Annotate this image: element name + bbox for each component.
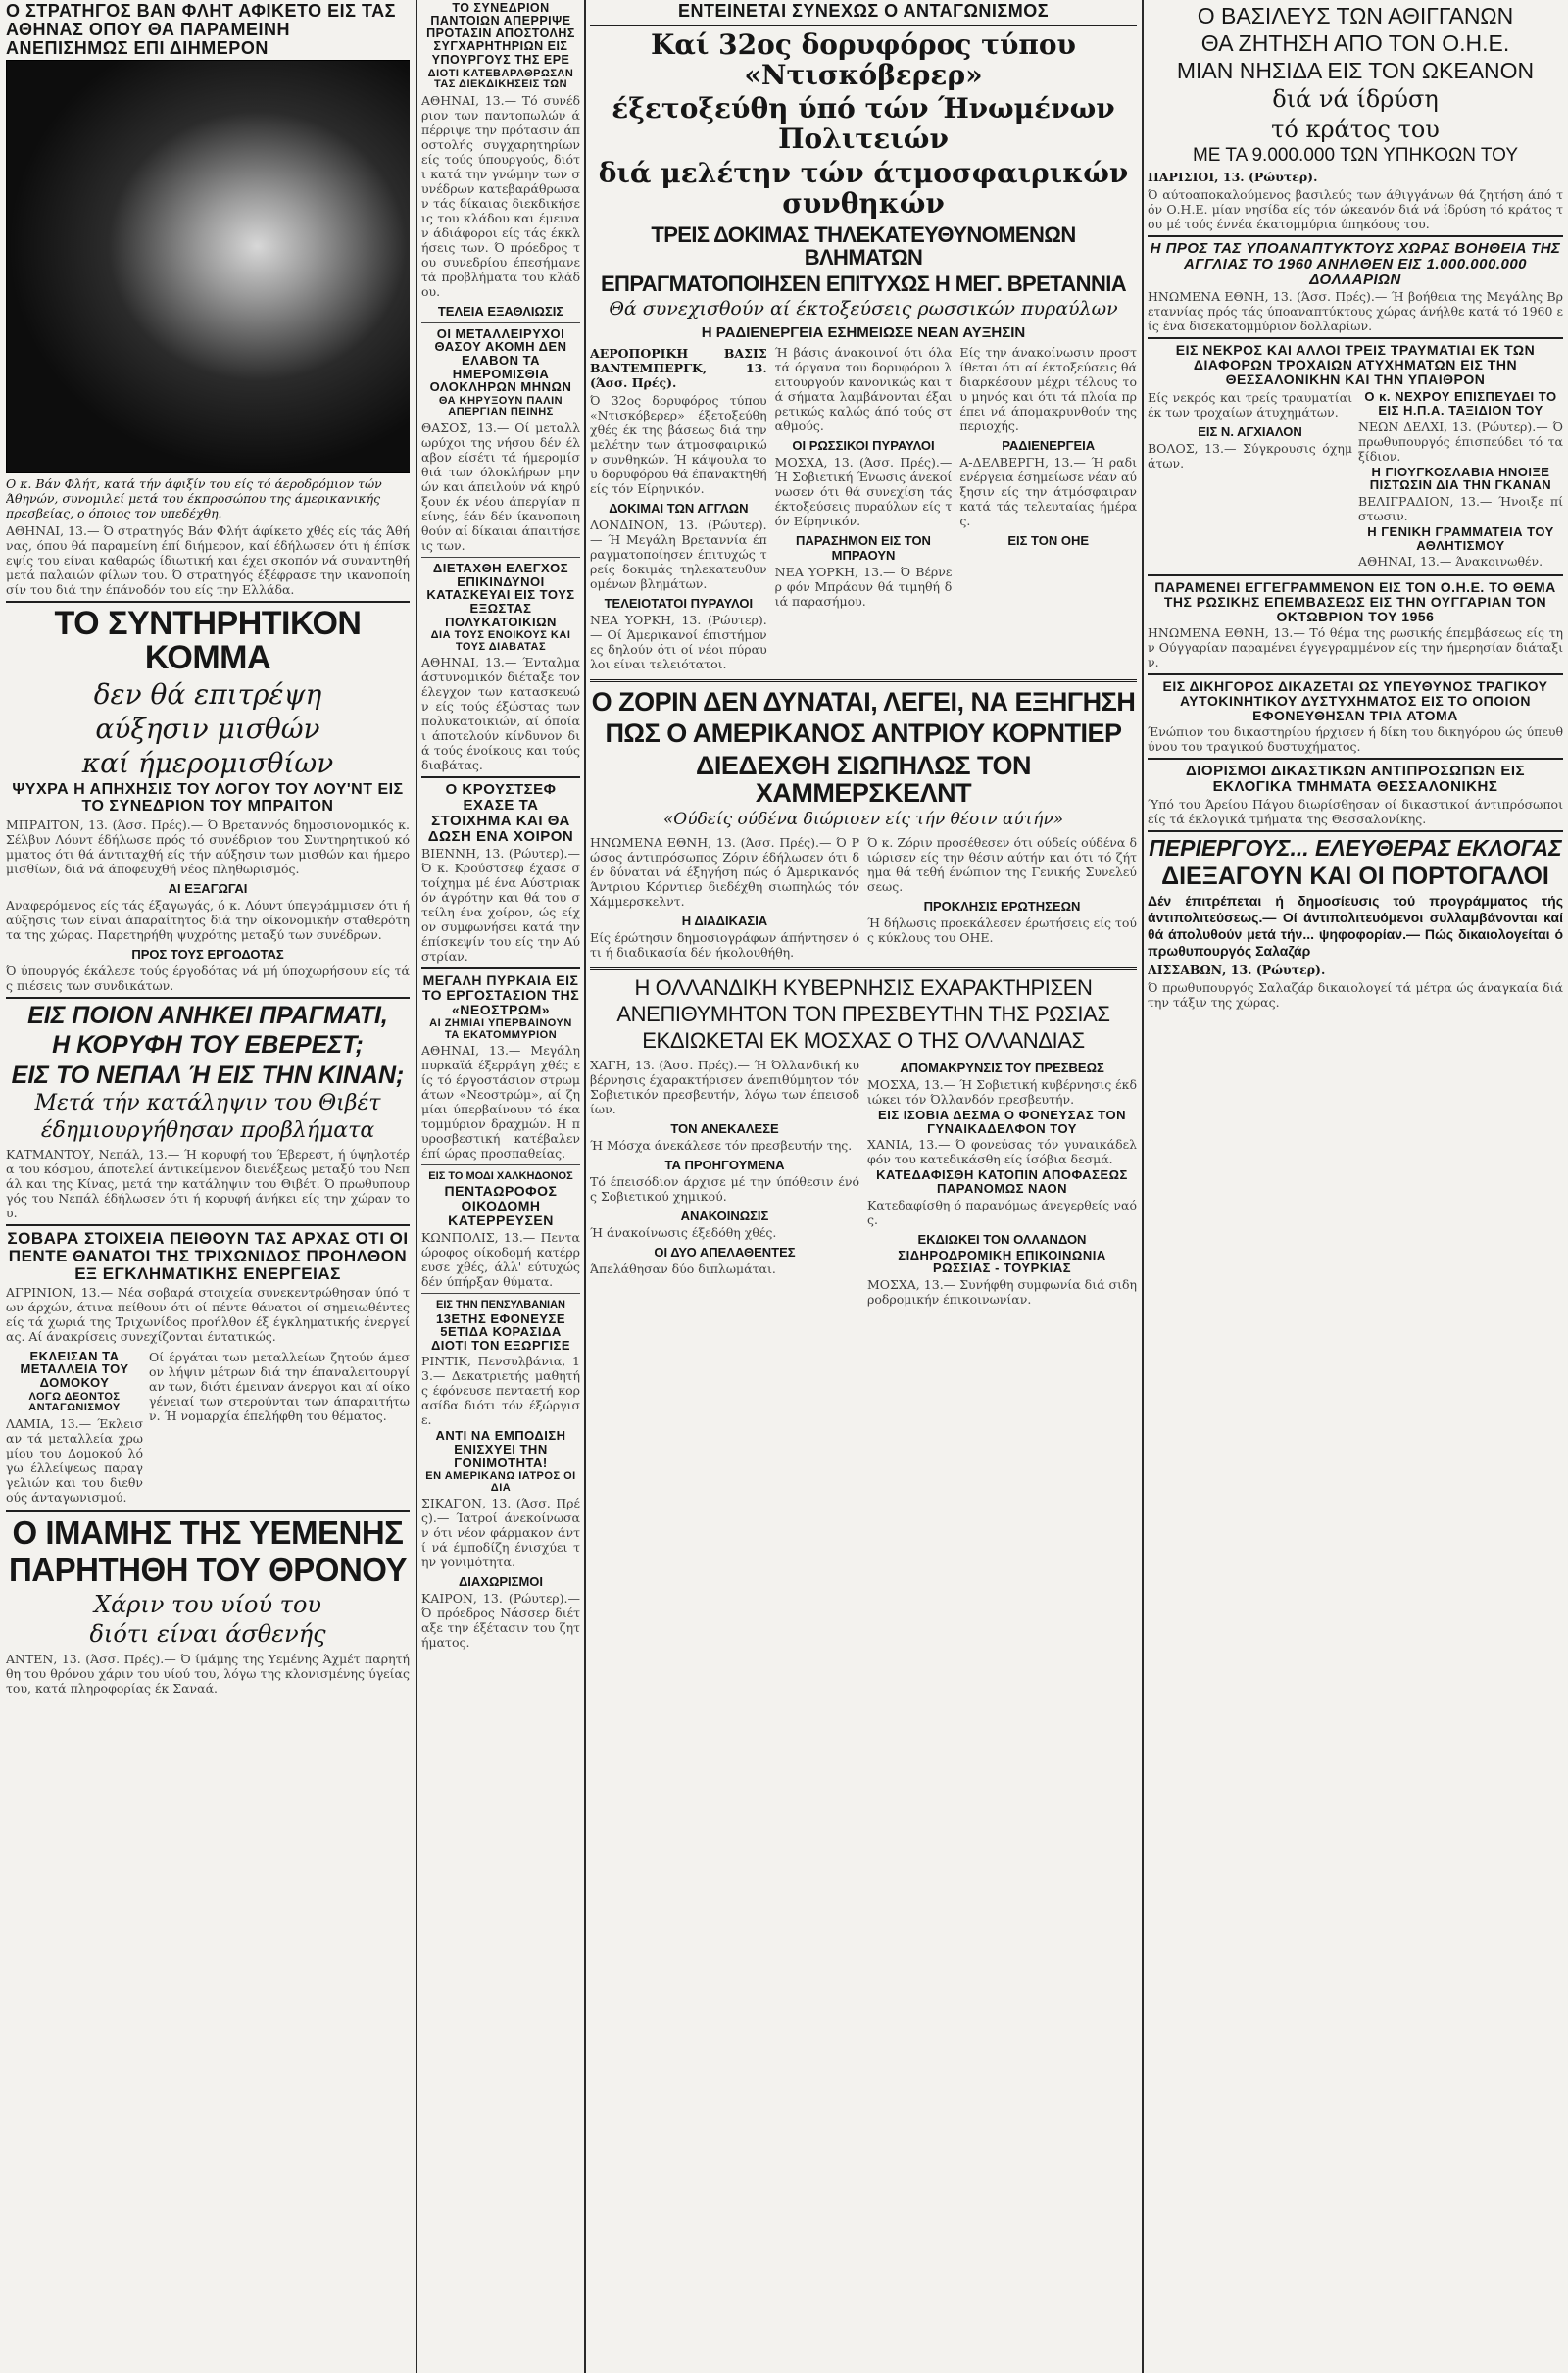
article-body: ΚΑΙΡΟΝ, 13. (Ρώυτερ).— Ό πρόεδρος Νάσσερ διέταξε την έξέτασιν του ζητήματος.: [421, 1591, 580, 1651]
subhead-gypsy-3: ΜΕ ΤΑ 9.000.000 ΤΩΝ ΥΠΗΚΟΩΝ ΤΟΥ: [1192, 145, 1519, 167]
section-recalled: ΤΟΝ ΑΝΕΚΑΛΕΣΕ: [670, 1121, 779, 1137]
headline-fire: ΜΕΓΑΛΗ ΠΥΡΚΑΙΑ ΕΙΣ ΤΟ ΕΡΓΟΣΤΑΣΙΟΝ ΤΗΣ «ΝΕΟΣΤΡΩΜ»: [421, 972, 580, 1017]
section-procedure: Η ΔΙΑΔΙΚΑΣΙΑ: [681, 913, 768, 928]
article-body: Ύπό του Άρείου Πάγου διωρίσθησαν οί δικαστικοί άντιπρόσωποι είς τά έκλογικά τμήματα της Θεσσαλονίκης.: [1148, 796, 1563, 826]
headline-congress: ΤΟ ΣΥΝΕΔΡΙΟΝ ΠΑΝΤΟΙΩΝ ΑΠΕΡΡΙΨΕ ΠΡΟΤΑΣΙΝ ΑΠΟΣΤΟΛΗΣ ΣΥΓΧΑΡΗΤΗΡΙΩΝ ΕΙΣ ΥΠΟΥΡΓΟΥΣ ΤΗΣ ΕΡΕ: [426, 1, 575, 67]
headline-missiles-2: ΕΠΡΑΓΜΑΤΟΠΟΙΗΣΕΝ ΕΠΙΤΥΧΩΣ Η ΜΕΓ. ΒΡΕΤΑΝΝΙΑ: [600, 271, 1127, 296]
headline-judges: ΔΙΟΡΙΣΜΟΙ ΔΙΚΑΣΤΙΚΩΝ ΑΝΤΙΠΡΟΣΩΠΩΝ ΕΙΣ ΕΚΛΟΓΙΚΑ ΤΜΗΜΑΤΑ ΘΕΣΣΑΛΟΝΙΚΗΣ: [1185, 763, 1526, 796]
photo-van-fleet: [6, 60, 410, 473]
section-announcement: ΑΝΑΚΟΙΝΩΣΙΣ: [680, 1209, 769, 1224]
headline-lawyer: ΕΙΣ ΔΙΚΗΓΟΡΟΣ ΔΙΚΑΖΕΤΑΙ ΩΣ ΥΠΕΥΘΥΝΟΣ ΤΡΑΓΙΚΟΥ ΑΥΤΟΚΙΝΗΤΙΚΟΥ ΔΥΣΤΥΧΗΜΑΤΟΣ ΕΙΣ ΤΟ ΟΠΟΙΟΝ ΕΦΟΝΕΥΘΗΣΑΝ ΤΡΙΑ ΑΤΟΜΑ: [1162, 678, 1548, 723]
headline-everest-1: ΕΙΣ ΠΟΙΟΝ ΑΝΗΚΕΙ ΠΡΑΓΜΑΤΙ,: [27, 1002, 388, 1030]
photo-caption: Ο κ. Βάν Φλήτ, κατά τήν άφιξίν του είς τό άεροδρόμιον τών Άθηνών, συνομιλεί μετά του έκπροσώπου της άμερικανικής πρεσβείας, ο όποιος τον υπεδέχθη.: [6, 475, 382, 520]
subhead-balconies: ΔΙΑ ΤΟΥΣ ΕΝΟΙΚΟΥΣ ΚΑΙ ΤΟΥΣ ΔΙΑΒΑΤΑΣ: [430, 629, 571, 653]
article-body: ΛΟΝΔΙΝΟΝ, 13. (Ρώυτερ).— Ή Μεγάλη Βρεταννία έπραγματοποίησεν έπιτυχώς τρείς δοκιμάς τηλεκατευθυνομένων βλημάτων.: [590, 517, 767, 591]
article-body: ΜΠΡΑΙΤΟΝ, 13. (Άσσ. Πρές).— Ό Βρεταννός δημοσιονομικός κ. Σέλβυν Λόυντ έδήλωσε πρός τό συνέδριον του Συντηρητικού κόμματος ότι θά άντιταχθή είς τήν αύξησιν των μισθών και ήμερομισθίων, διά νά άποφευχθή νέος πληθωρισμός.: [6, 817, 410, 877]
headline-gypsy-king-1: Ο ΒΑΣΙΛΕΥΣ ΤΩΝ ΑΘΙΓΓΑΝΩΝ: [1197, 3, 1514, 28]
subhead-fire: ΑΙ ΖΗΜΙΑΙ ΥΠΕΡΒΑΙΝΟΥΝ ΤΑ ΕΚΑΤΟΜΜΥΡΙΟΝ: [429, 1017, 572, 1041]
headline-discoverer-1: Καί 32ος δορυφόρος τύπου «Ντισκόβερερ»: [651, 27, 1076, 91]
headline-everest-3: ΕΙΣ ΤΟ ΝΕΠΑΛ Ή ΕΙΣ ΤΗΝ ΚΙΝΑΝ;: [11, 1061, 405, 1089]
section-perfect-rockets: ΤΕΛΕΙΟΤΑΤΟΙ ΠΥΡΑΥΛΟΙ: [604, 595, 754, 611]
section-precedents: ΤΑ ΠΡΟΗΓΟΥΜΕΝΑ: [664, 1158, 785, 1173]
headline-holland-1: Η ΟΛΛΑΝΔΙΚΗ ΚΥΒΕΡΝΗΣΙΣ ΕΧΑΡΑΚΤΗΡΙΣΕΝ: [634, 974, 1093, 1000]
headline-fertility: ΑΝΤΙ ΝΑ ΕΜΠΟΔΙΣΗ ΕΝΙΣΧΥΕΙ ΤΗΝ ΓΟΝΙΜΟΤΗΤΑ!: [435, 1428, 566, 1470]
article-body: Α-ΔΕΛΒΕΡΓΗ, 13.— Ή ραδιενέργεια έσημείωσε νέαν αύξησιν είς την άτμόσφαιραν κατά τάς τελευταίας ήμέρας.: [959, 454, 1137, 528]
article-body: ΡΙΝΤΙΚ, Πενσυλβάνια, 13.— Δεκατριετής μαθητής έφόνευσε πενταετή κορασίδα διότι τόν έξώργισε.: [421, 1354, 580, 1428]
headline-yemen-2: ΠΑΡΗΤΗΘΗ ΤΟΥ ΘΡΟΝΟΥ: [8, 1552, 408, 1589]
headline-trichonida: ΣΟΒΑΡΑ ΣΤΟΙΧΕΙΑ ΠΕΙΘΟΥΝ ΤΑΣ ΑΡΧΑΣ ΟΤΙ ΟΙ ΠΕΝΤΕ ΘΑΝΑΤΟΙ ΤΗΣ ΤΡΙΧΩΝΙΔΟΣ ΠΡΟΗΛΘΟΝ ΕΞ ΕΓΚΛΗΜΑΤΙΚΗΣ ΕΝΕΡΓΕΙΑΣ: [7, 1229, 409, 1283]
article-body: ΒΙΕΝΝΗ, 13. (Ρώυτερ).— Ό κ. Κρούστσεφ έχασε στοίχημα μέ ένα Αύστριακόν άγρότην και θά του στείλη ένα χοίρον, ώς είχον συμφωνήσει κατά την έπίσκεψίν του είς την Αύστρίαν.: [421, 846, 580, 964]
section-questions: ΠΡΟΚΛΗΣΙΣ ΕΡΩΤΗΣΕΩΝ: [923, 898, 1081, 914]
section-british-tests: ΔΟΚΙΜΑΙ ΤΩΝ ΑΓΓΛΩΝ: [609, 500, 749, 516]
dateline-paris: ΠΑΡΙΣΙΟΙ, 13. (Ρώυτερ).: [1148, 170, 1318, 185]
column-1: [6, 0, 410, 2373]
headline-portugal-1: ΠΕΡΙΕΡΓΟΥΣ... ΕΛΕΥΘΕΡΑΣ ΕΚΛΟΓΑΣ: [1149, 834, 1562, 861]
section-employers: ΠΡΟΣ ΤΟΥΣ ΕΡΓΟΔΟΤΑΣ: [131, 947, 284, 963]
headline-gypsy-king-3: ΜΙΑΝ ΝΗΣΙΔΑ ΕΙΣ ΤΟΝ ΩΚΕΑΝΟΝ: [1176, 58, 1535, 84]
article-body: ΑΘΗΝΑΙ, 13.— Μεγάλη πυρκαϊά έξερράγη χθές είς τό έργοστάσιον στρωμάτων «Νεοστρώμ», αί ζημίαι ύπερβαίνουν τό έκατομμύριον δραχμών. Η πυροσβεστική κατέβαλεν έπί ώρας προσπαθείας.: [421, 1043, 580, 1162]
article-body: Ή βάσις άνακοινοί ότι όλα τά όργανα του δορυφόρου λειτουργούν κανονικώς και τά σήματα λαμβάνονται έξαιρετικώς καλώς άπό τούς σταθμούς.: [774, 344, 953, 433]
headline-nehru: Ο κ. ΝΕΧΡΟΥ ΕΠΙΣΠΕΥΔΕΙ ΤΟ ΕΙΣ Η.Π.Α. ΤΑΞΙΔΙΟΝ ΤΟΥ: [1364, 389, 1557, 419]
article-body: ΒΕΛΙΓΡΑΔΙΟΝ, 13.— Ήνοιξε πίστωσιν.: [1358, 494, 1563, 524]
headline-hungary: ΠΑΡΑΜΕΝΕΙ ΕΓΓΕΓΡΑΜΜΕΝΟΝ ΕΙΣ ΤΟΝ Ο.Η.Ε. ΤΟ ΘΕΜΑ ΤΗΣ ΡΩΣΙΚΗΣ ΕΠΕΜΒΑΣΕΩΣ ΕΙΣ ΤΗΝ ΟΥΓΓΑΡΙΑΝ ΤΟΝ ΟΚΤΩΒΡΙΟΝ ΤΟΥ 1956: [1154, 579, 1556, 624]
headline-portugal-2: ΔΙΕΞΑΓΟΥΝ ΚΑΙ ΟΙ ΠΟΡΤΟΓΑΛΟΙ: [1161, 863, 1549, 891]
section-anchialos: ΕΙΣ Ν. ΑΓΧΙΑΛΟΝ: [1198, 424, 1302, 440]
headline-discoverer-2: έξετοξεύθη ύπό τών Ήνωμένων Πολιτειών: [612, 92, 1115, 156]
article-body: Ή δήλωσις προεκάλεσεν έρωτήσεις είς τούς κύκλους του ΟΗΕ.: [867, 915, 1137, 945]
headline-church: ΚΑΤΕΔΑΦΙΣΘΗ ΚΑΤΟΠΙΝ ΑΠΟΦΑΣΕΩΣ ΠΑΡΑΝΟΜΩΣ ΝΑΟΝ: [876, 1167, 1128, 1197]
subhead-domokos: ΛΟΓΩ ΔΕΟΝΤΟΣ ΑΝΤΑΓΩΝΙΣΜΟΥ: [28, 1390, 121, 1414]
article-body: ΑΝΤΕΝ, 13. (Άσσ. Πρές).— Ό ίμάμης της Υεμένης Άχμέτ παρητήθη του θρόνου χάριν του υίού του, λόγω της κλονισμένης ύγείας του, κατά πληροφορίας έκ Σαναά.: [6, 1651, 410, 1696]
headline-sports-ministry: Η ΓΕΝΙΚΗ ΓΡΑΜΜΑΤΕΙΑ ΤΟΥ ΑΘΛΗΤΙΣΜΟΥ: [1367, 524, 1554, 553]
article-body: ΑΓΡΙΝΙΟΝ, 13.— Νέα σοβαρά στοιχεία συνεκεντρώθησαν ύπό των άρχών, άτινα πείθουν ότι οί πέντε θάνατοι οί σημειωθέντες είς τά χωριά της Τριχωνίδος προήλθον έξ έγκληματικής ένεργείας. Αί άνακρίσεις συνεχίζονται έντατικώς.: [6, 1284, 410, 1344]
dateline-vandenberg: ΑΕΡΟΠΟΡΙΚΗ ΒΑΣΙΣ ΒΑΝΤΕΜΠΕΡΓΚ, 13. (Άσσ. Πρές).: [590, 345, 767, 390]
article-body: ΜΟΣΧΑ, 13.— Ή Σοβιετική κυβέρνησις έκδιώκει τόν Όλλανδόν πρεσβευτήν.: [867, 1077, 1137, 1108]
kicker-competition: ΕΝΤΕΙΝΕΤΑΙ ΣΥΝΕΧΩΣ Ο ΑΝΤΑΓΩΝΙΣΜΟΣ: [677, 1, 1050, 21]
subhead-congress: ΔΙΟΤΙ ΚΑΤΕΒΑΡΑΘΡΩΣΑΝ ΤΑΣ ΔΙΕΚΔΙΚΗΣΕΙΣ ΤΩΝ: [427, 67, 574, 91]
column-2: [421, 0, 580, 2373]
headline-accidents: ΕΙΣ ΝΕΚΡΟΣ ΚΑΙ ΑΛΛΟΙ ΤΡΕΙΣ ΤΡΑΥΜΑΤΙΑΙ ΕΚ ΤΩΝ ΔΙΑΦΟΡΩΝ ΤΡΟΧΑΙΩΝ ΑΤΥΧΗΜΑΤΩΝ ΕΙΣ ΤΗΝ ΘΕΣΣΑΛΟΝΙΚΗΝ ΚΑΙ ΤΗΝ ΥΠΑΙΘΡΟΝ: [1175, 342, 1536, 387]
article-body: Άπελάθησαν δύο διπλωμάται.: [590, 1261, 776, 1277]
headline-gypsy-king-2: ΘΑ ΖΗΤΗΣΗ ΑΠΟ ΤΟΝ Ο.Η.Ε.: [1200, 30, 1510, 57]
article-body: Ό αύτοαποκαλούμενος βασιλεύς των άθιγγάνων θά ζητήση άπό τόν Ο.Η.Ε. μίαν νησίδα είς τόν ώκεανόν διά νά ίδρύση τό κράτος του μέ τούς έννέα έκατομμύρια ύπηκόους του.: [1148, 187, 1563, 232]
headline-discoverer-3: διά μελέτην τών άτμοσφαιρικών συνθηκών: [598, 157, 1129, 220]
column-rule: [584, 0, 586, 2373]
article-body: Ό κ. Ζόριν προσέθεσεν ότι ούδείς ούδένα διώρισεν είς την θέσιν αύτήν και ότι τό ζήτημα θά τεθή ένώπιον της Γενικής Συνελεύσεως.: [867, 834, 1137, 894]
article-body: ΜΟΣΧΑ, 13.— Συνήφθη συμφωνία διά σιδηροδρομικήν έπικοινωνίαν.: [867, 1277, 1137, 1308]
article-body: ΘΑΣΟΣ, 13.— Οί μεταλλωρύχοι της νήσου δέν έλαβον είσέτι τά ήμερομίσθιά των όλοκλήρων μηνών και άπειλούν νά κηρύξουν έκ νέου άπεργίαν πείνης, έάν δέν ίκανοποιηθούν αί δίκαιαι άπαιτήσεις των.: [421, 420, 580, 554]
subhead-1: δεν θά επιτρέψη: [93, 678, 322, 712]
article-body: ΛΑΜΙΑ, 13.— Έκλεισαν τά μεταλλεία χρωμίου του Δομοκού λόγω έλλείψεως παραγγελιών και του διεθνούς άνταγωνισμού.: [6, 1415, 143, 1505]
article-body: Κατεδαφίσθη ό παρανόμως άνεγερθείς ναός.: [867, 1197, 1137, 1227]
article-body: ΜΟΣΧΑ, 13. (Άσσ. Πρές).— Ή Σοβιετική Ένωσις άνεκοίνωσεν ότι θά συνεχίση τάς έκτοξεύσεις πυραύλων είς τόν Είρηνικόν.: [774, 454, 953, 528]
headline-murder: ΕΙΣ ΙΣΟΒΙΑ ΔΕΣΜΑ Ο ΦΟΝΕΥΣΑΣ ΤΟΝ ΓΥΝΑΙΚΑΔΕΛΦΟΝ ΤΟΥ: [878, 1108, 1126, 1136]
article-body: Είς την άνακοίνωσιν προστίθεται ότι αί έκτοξεύσεις θά διαρκέσουν μέχρι τέλους του μηνός και ότι τά πλοία πρέπει νά άπομακρυνθούν της περιοχής.: [959, 344, 1137, 433]
kicker-lloyd: ΨΥΧΡΑ Η ΑΠΗΧΗΣΙΣ ΤΟΥ ΛΟΓΟΥ ΤΟΥ ΛΟΥ'ΝΤ ΕΙΣ ΤΟ ΣΥΝΕΔΡΙΟΝ ΤΟΥ ΜΠΡΑΙΤΟΝ: [12, 781, 404, 816]
article-body: ΝΕΑ ΥΟΡΚΗ, 13. (Ρώυτερ).— Οί Άμερικανοί έπιστήμονες δηλούν ότι οί νέοι πύραυλοι είναι τελειότατοι.: [590, 612, 767, 671]
lead-portugal: Δέν έπιτρέπεται ή δημοσίευσις τού προγράμματος τής άντιπολιτεύσεως.— Οί άντιπολιτευόμενοι συλλαμβάνονται καί θά άπολυθούν μετά τήν... ψηφοφορίαν.— Πώς δικαιολογείται ό πρωθυπουργός Σαλαζάρ: [1148, 893, 1563, 960]
headline-british-aid: Η ΠΡΟΣ ΤΑΣ ΥΠΟΑΝΑΠΤΥΚΤΟΥΣ ΧΩΡΑΣ ΒΟΗΘΕΙΑ ΤΗΣ ΑΓΓΛΙΑΣ ΤΟ 1960 ΑΝΗΛΘΕΝ ΕΙΣ 1.000.000.000 ΔΟΛΛΑΡΙΩΝ: [1150, 240, 1561, 288]
subhead-thasos: ΘΑ ΚΗΡΥΞΟΥΝ ΠΑΛΙΝ ΑΠΕΡΓΙΑΝ ΠΕΙΝΗΣ: [438, 394, 564, 419]
column-3: [590, 0, 1137, 2373]
article-body: Είς νεκρός και τρείς τραυματίαι έκ των τροχαίων άτυχημάτων.: [1148, 390, 1352, 420]
headline-van-fleet: Ο ΣΤΡΑΤΗΓΟΣ ΒΑΝ ΦΛΗΤ ΑΦΙΚΕΤΟ ΕΙΣ ΤΑΣ ΑΘΗΝΑΣ ΟΠΟΥ ΘΑ ΠΑΡΑΜΕΙΝΗ ΑΝΕΠΙΣΗΜΩΣ ΕΠΙ ΔΙΗΜΕΡΟΝ: [6, 1, 396, 58]
section-ambassador: ΑΠΟΜΑΚΡΥΝΣΙΣ ΤΟΥ ΠΡΕΣΒΕΩΣ: [900, 1061, 1104, 1076]
article-body: ΝΕΩΝ ΔΕΛΧΙ, 13. (Ρώυτερ).— Ό πρωθυπουργός έπισπεύδει τό ταξίδιον.: [1358, 419, 1563, 464]
headline-railway: ΣΙΔΗΡΟΔΡΟΜΙΚΗ ΕΠΙΚΟΙΝΩΝΙΑ ΡΩΣΣΙΑΣ - ΤΟΥΡΚΙΑΣ: [898, 1247, 1106, 1276]
mark-destitution: ΤΕΛΕΙΑ ΕΞΑΘΛΙΩΣΙΣ: [437, 303, 564, 319]
article-body: Ένώπιον του δικαστηρίου ήρχισεν ή δίκη του δικηγόρου ώς ύπευθύνου του τραγικού δυστυχήματος.: [1148, 724, 1563, 755]
article-body: ΗΝΩΜΕΝΑ ΕΘΝΗ, 13. (Άσσ. Πρές).— Ό Ρώσος άντιπρόσωπος Ζόριν έδήλωσεν ότι δέν δύναται νά έξηγήση πώς ό Άμερικανός Άντριου Κόρντιερ διεδέχθη σιωπηλώς τόν Χάμμερσκελντ.: [590, 834, 859, 909]
section-russian-rockets: ΟΙ ΡΩΣΣΙΚΟΙ ΠΥΡΑΥΛΟΙ: [792, 437, 935, 453]
headline-missiles-1: ΤΡΕΙΣ ΔΟΚΙΜΑΣ ΤΗΛΕΚΑΤΕΥΘΥΝΟΜΕΝΩΝ ΒΛΗΜΑΤΩΝ: [651, 222, 1076, 270]
headline-conservative-party: ΤΟ ΣΥΝΤΗΡΗΤΙΚΟΝ ΚΟΜΜΑ: [54, 604, 362, 677]
headline-zorin-1: Ο ΖΟΡΙΝ ΔΕΝ ΔΥΝΑΤΑΙ, ΛΕΓΕΙ, ΝΑ ΕΞΗΓΗΣΗ: [591, 686, 1136, 717]
article-body: ΗΝΩΜΕΝΑ ΕΘΝΗ, 13.— Τό θέμα της ρωσικής έπεμβάσεως είς την Ούγγαρίαν παραμένει έγγεγραμμένον είς την ήμερησίαν διάταξιν.: [1148, 625, 1563, 670]
headline-thasos: ΟΙ ΜΕΤΑΛΛΕΙΡΥΧΟΙ ΘΑΣΟΥ ΑΚΟΜΗ ΔΕΝ ΕΛΑΒΟΝ ΤΑ ΗΜΕΡΟΜΙΣΘΙΑ ΟΛΟΚΛΗΡΩΝ ΜΗΝΩΝ: [429, 325, 572, 395]
column-rule: [416, 0, 417, 2373]
subhead-everest-2: έδημιουργήθησαν προβλήματα: [40, 1117, 375, 1143]
section-braun: ΠΑΡΑΣΗΜΟΝ ΕΙΣ ΤΟΝ ΜΠΡΑΟΥΝ: [796, 532, 931, 563]
article-body: Οί έργάται των μεταλλείων ζητούν άμεσον λήψιν μέτρων διά την έπαναλειτουργίαν των, διότι έμειναν άνεργοι και αί οίκογένειαί των στερούνται των άπαραιτήτων. Ή νομαρχία έπελήφθη του θέματος.: [149, 1349, 410, 1423]
column-4: [1148, 0, 1563, 2373]
headline-domokos: ΕΚΛΕΙΣΑΝ ΤΑ ΜΕΤΑΛΛΕΙΑ ΤΟΥ ΔΟΜΟΚΟΥ: [20, 1348, 129, 1390]
article-body: ΣΙΚΑΓΟΝ, 13. (Άσσ. Πρές).— Ίατροί άνεκοίνωσαν ότι νέον φάρμακον άντί νά έμποδίζη ένισχύει την γονιμότητα.: [421, 1496, 580, 1570]
article-body: Είς έρώτησιν δημοσιογράφων άπήντησεν ότι ή διαδικασία δέν ήκολουθήθη.: [590, 929, 859, 960]
article-body: Ή άνακοίνωσις έξεδόθη χθές.: [590, 1225, 777, 1241]
headline-yemen-1: Ο ΙΜΑΜΗΣ ΤΗΣ ΥΕΜΕΝΗΣ: [12, 1513, 404, 1551]
subhead-gypsy-1: διά νά ίδρύση: [1272, 85, 1439, 114]
headline-holland-2: ΑΝΕΠΙΘΥΜΗΤΟΝ ΤΟΝ ΠΡΕΣΒΕΥΤΗΝ ΤΗΣ ΡΩΣΙΑΣ: [616, 1002, 1110, 1026]
headline-zorin-2: ΠΩΣ Ο ΑΜΕΡΙΚΑΝΟΣ ΑΝΤΡΙΟΥ ΚΟΡΝΤΙΕΡ: [605, 718, 1122, 749]
subhead-gypsy-2: τό κράτος του: [1271, 115, 1440, 143]
article-body: ΑΘΗΝΑΙ, 13.— Ένταλμα άστυνομικόν διέταξε τον έλεγχον των κατασκευών είς τούς έξώστας των πολυκατοικιών, αί όποίαι άποτελούν κίνδυνον διά τούς ένοίκους και τούς διαβάτας.: [421, 655, 580, 773]
article-body: ΧΑΝΙΑ, 13.— Ό φονεύσας τόν γυναικάδελφόν του κατεδικάσθη είς ίσόβια δεσμά.: [867, 1137, 1137, 1167]
article-body: ΚΑΤΜΑΝΤΟΥ, Νεπάλ, 13.— Ή κορυφή του Έβερεστ, ή ύψηλοτέρα του κόσμου, άποτελεί άντικείμενον διενέξεως μεταξύ του Νεπάλ και της Κίνας, μετά την κατάληψιν του Θιβέτ. Ό πρωθυπουργός του Νεπάλ έδήλωσεν ότι ή κορυφή άνήκει είς την χώραν του.: [6, 1147, 410, 1221]
article-body: ΝΕΑ ΥΟΡΚΗ, 13.— Ό Βέρνερ φόν Μπράουν θά τιμηθή διά παρασήμου.: [774, 564, 953, 609]
subhead-radioactivity: Η ΡΑΔΙΕΝΕΡΓΕΙΑ ΕΣΗΜΕΙΩΣΕ ΝΕΑΝ ΑΥΞΗΣΙΝ: [701, 323, 1026, 341]
section-expels-dutch: ΕΚΔΙΩΚΕΙ ΤΟΝ ΟΛΛΑΝΔΟΝ: [917, 1231, 1087, 1247]
section-radioactivity: ΡΑΔΙΕΝΕΡΓΕΙΑ: [1002, 437, 1096, 453]
headline-khrushchev: Ο ΚΡΟΥΣΤΣΕΦ ΕΧΑΣΕ ΤΑ ΣΤΟΙΧΗΜΑ ΚΑΙ ΘΑ ΔΩΣΗ ΕΝΑ ΧΟΙΡΟΝ: [427, 781, 574, 845]
article-body: ΒΟΛΟΣ, 13.— Σύγκρουσις όχημάτων.: [1148, 441, 1352, 471]
kicker-chalkedon: ΕΙΣ ΤΟ ΜΟΔΙ ΧΑΛΚΗΔΟΝΟΣ: [428, 1170, 573, 1183]
subhead-everest-1: Μετά τήν κατάληψιν του Θιβέτ: [34, 1090, 381, 1115]
headline-collapse: ΠΕΝΤΑΩΡΟΦΟΣ ΟΙΚΟΔΟΜΗ ΚΑΤΕΡΡΕΥΣΕΝ: [444, 1183, 558, 1228]
section-exports: ΑΙ ΕΞΑΓΩΓΑΙ: [168, 881, 248, 897]
article-body: Αναφερόμενος είς τάς έξαγωγάς, ό κ. Λόυντ ύπεγράμμισεν ότι ή αύξησις των είναι άπαραίτητος διά την οίκονομικήν σταθερότητα της χώρας. Παρετηρήθη ψυχρότης μεταξύ των συνέδρων.: [6, 898, 410, 943]
column-rule: [1142, 0, 1144, 2373]
article-body: ΧΑΓΗ, 13. (Άσσ. Πρές).— Ή Όλλανδική κυβέρνησις έχαρακτήρισεν άνεπιθύμητον τόν Σοβιετικόν πρεσβευτήν, λόγω των έπεισοδίων.: [590, 1058, 859, 1117]
article-body: ΑΘΗΝΑΙ, 13.— Τό συνέδριον των παντοπωλών άπέρριψε την πρότασιν άποστολής συγχαρητηρίων είς τούς ύπουργούς, διότι κατά την γνώμην των συνέδρων κατεβαράθρωσαν τάς δίκαιας διεκδικήσεις του κλάδου και έμειναν άδιάφοροι είς τάς έκκλήσεις των. Ό πρόεδρος του συνεδρίου έπεσήμανε τά προβλήματα του κλάδου.: [421, 92, 580, 299]
article-body: Ή Μόσχα άνεκάλεσε τόν πρεσβευτήν της.: [590, 1138, 853, 1154]
subhead-russian-rockets: Θά συνεχισθούν αί έκτοξεύσεις ρωσσικών πυραύλων: [609, 297, 1118, 320]
subhead-2: αύξησιν μισθών: [95, 712, 320, 745]
subhead-3: καί ήμερομισθίων: [81, 746, 334, 779]
headline-pennsylvania: 13ΕΤΗΣ ΕΦΟΝΕΥΣΕ 5ΕΤΙΔΑ ΚΟΡΑΣΙΔΑ ΔΙΟΤΙ ΤΟΝ ΕΞΩΡΓΙΣΕ: [430, 1310, 571, 1353]
section-expelled: ΟΙ ΔΥΟ ΑΠΕΛΑΘΕΝΤΕΣ: [654, 1245, 796, 1261]
kicker-pennsylvania: ΕΙΣ ΤΗΝ ΠΕΝΣΥΛΒΑΝΙΑΝ: [436, 1298, 565, 1310]
article-body: Τό έπεισόδιον άρχισε μέ την ύπόθεσιν ένός Σοβιετικού χημικού.: [590, 1174, 859, 1205]
article-body: ΚΩΝΠΟΛΙΣ, 13.— Πενταώροφος οίκοδομή κατέρρευσε χθές, άλλ' εύτυχώς δέν ύπήρξαν θύματα.: [421, 1229, 580, 1289]
article-body: Ό πρωθυπουργός Σαλαζάρ δικαιολογεί τά μέτρα ώς άναγκαία διά την τάξιν της χώρας.: [1148, 980, 1563, 1011]
headline-zorin-3: ΔΙΕΔΕΧΘΗ ΣΙΩΠΗΛΩΣ ΤΟΝ ΧΑΜΜΕΡΣΚΕΛΝΤ: [695, 750, 1032, 808]
article-body: ΑΘΗΝΑΙ, 13.— Άνακοινωθέν.: [1358, 554, 1544, 569]
section-un: ΕΙΣ ΤΟΝ ΟΗΕ: [1007, 532, 1090, 548]
subhead-fertility: ΕΝ ΑΜΕΡΙΚΑΝΩ ΙΑΤΡΟΣ ΟΙ ΔΙΑ: [425, 1470, 576, 1494]
subhead-zorin: «Ούδείς ούδένα διώρισεν είς τήν θέσιν αύτήν»: [662, 810, 1064, 830]
article-body: Ό ύπουργός έκάλεσε τούς έργοδότας νά μή ύποχωρήσουν είς τάς πιέσεις των συνδικάτων.: [6, 964, 410, 994]
subhead-yemen-1: Χάριν του υίού του: [94, 1590, 321, 1618]
article-body: ΗΝΩΜΕΝΑ ΕΘΝΗ, 13. (Άσσ. Πρές).— Ή βοήθεια της Μεγάλης Βρεταννίας πρός τάς ύποαναπτύκτους χώρας άνήλθε κατά τό 1960 είς ένα δισεκατομμύριον δολλαρίων.: [1148, 289, 1563, 334]
dateline-lisbon: ΛΙΣΣΑΒΩΝ, 13. (Ρώυτερ).: [1148, 963, 1326, 978]
headline-balconies: ΔΙΕΤΑΧΘΗ ΕΛΕΓΧΟΣ ΕΠΙΚΙΝΔΥΝΟΙ ΚΑΤΑΣΚΕΥΑΙ ΕΙΣ ΤΟΥΣ ΕΞΩΣΤΑΣ ΠΟΛΥΚΑΤΟΙΚΙΩΝ: [426, 561, 575, 629]
article-body: ΑΘΗΝΑΙ, 13.— Ό στρατηγός Βάν Φλήτ άφίκετο χθές είς τάς Άθήνας, όπου θά παραμείνη έπί διήμερον, καί έδήλωσεν ότι ή έπίσκεψίς του είναι καθαρώς ίδιωτική και έχει σκοπόν νά συναντηθή μετά παλαιών φίλων του. Ό στρατηγός έξέφρασε την ικανοποίησίν του διά την έπάνοδόν του είς την Ελλάδα.: [6, 522, 410, 597]
section-separations: ΔΙΑΧΩΡΙΣΜΟΙ: [458, 1574, 544, 1590]
subhead-yemen-2: διότι είναι άσθενής: [89, 1620, 326, 1649]
article-body: Ό 32ος δορυφόρος τύπου «Ντισκόβερερ» έξετοξεύθη χθές έκ της βάσεως διά την μελέτην των άτμοσφαιρικών συνθηκών. Ή κάψουλα του δορυφόρου θά έπανακτηθή είς τόν Είρηνικόν.: [590, 392, 767, 496]
headline-yugoslavia: Η ΓΙΟΥΓΚΟΣΛΑΒΙΑ ΗΝΟΙΞΕ ΠΙΣΤΩΣΙΝ ΔΙΑ ΤΗΝ ΓΚΑΝΑΝ: [1369, 464, 1552, 493]
headline-holland-3: ΕΚΔΙΩΚΕΤΑΙ ΕΚ ΜΟΣΧΑΣ Ο ΤΗΣ ΟΛΛΑΝΔΙΑΣ: [642, 1028, 1085, 1054]
headline-everest-2: Η ΚΟΡΥΦΗ ΤΟΥ ΕΒΕΡΕΣΤ;: [52, 1031, 364, 1060]
